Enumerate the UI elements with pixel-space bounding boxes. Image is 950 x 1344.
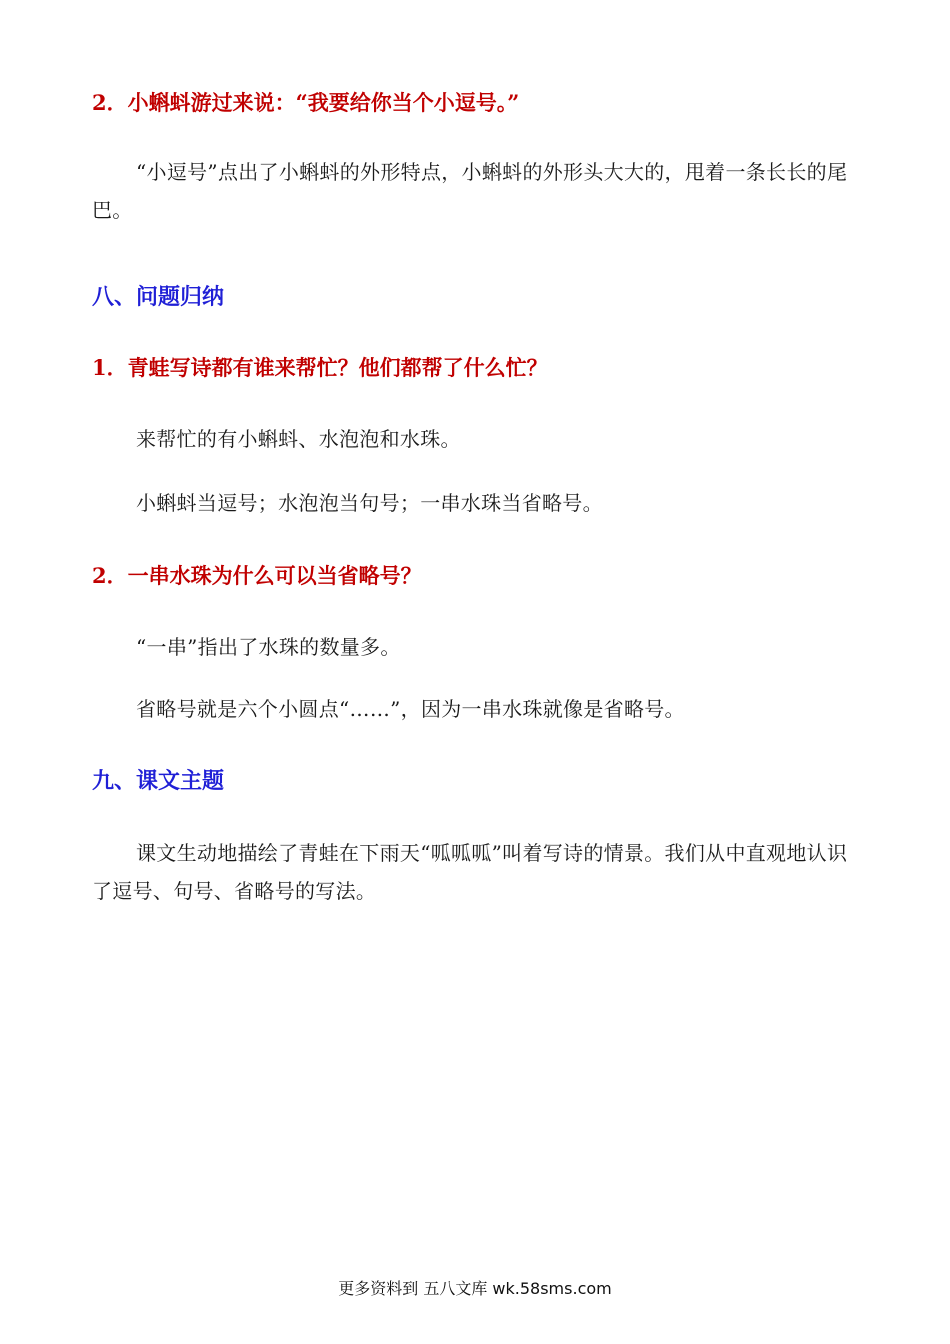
theme-paragraph: 课文生动地描绘了青蛙在下雨天“呱呱呱”叫着写诗的情景。我们从中直观地认识了逗号、句号、省略号的写法。 <box>92 841 848 903</box>
question-who-helped: 1．青蛙写诗都有谁来帮忙？他们都帮了什么忙？ <box>92 355 548 380</box>
section-heading-problem-summary: 八、问题归纳 <box>92 284 225 310</box>
section-heading-theme: 九、课文主题 <box>92 768 225 794</box>
answer-who-helped-1: 来帮忙的有小蝌蚪、水泡泡和水珠。 <box>136 427 461 451</box>
question-water-drops-ellipsis: 2．一串水珠为什么可以当省略号？ <box>92 563 422 588</box>
answer-water-drops-2: 省略号就是六个小圆点“……”，因为一串水珠就像是省略号。 <box>136 697 685 721</box>
answer-who-helped-2: 小蝌蚪当逗号；水泡泡当句号；一串水珠当省略号。 <box>136 491 603 515</box>
question-tadpole-comma: 2．小蝌蚪游过来说：“我要给你当个小逗号。” <box>92 90 520 115</box>
answer-water-drops-1: “一串”指出了水珠的数量多。 <box>136 635 401 659</box>
footer-link-text[interactable]: 更多资料到 五八文库 wk.58sms.com <box>338 1279 612 1298</box>
answer-tadpole-comma: “小逗号”点出了小蝌蚪的外形特点，小蝌蚪的外形头大大的，甩着一条长长的尾巴。 <box>92 160 848 222</box>
